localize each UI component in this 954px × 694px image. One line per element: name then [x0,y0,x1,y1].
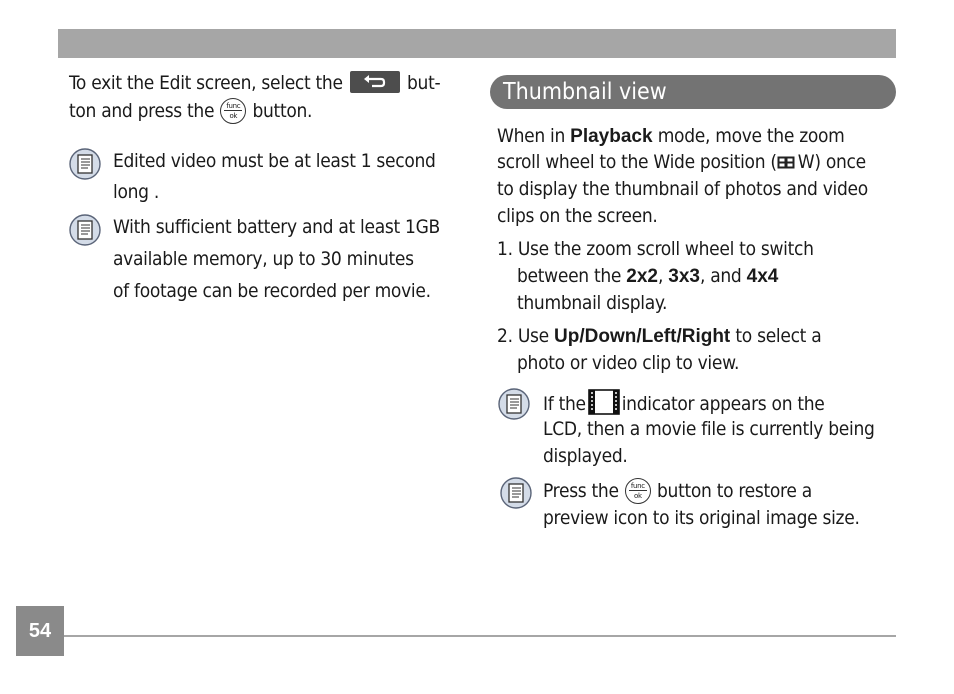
text: button. [252,100,313,122]
exit-instruction-line2 [69,98,312,125]
text: If the [543,393,586,415]
note1-line1: Edited video must be at least 1 second [113,150,436,172]
thumbnail-grid-icon [777,156,795,169]
step1-line1: 1. Use the zoom scroll wheel to switch [497,238,814,260]
note4-line1 [543,478,812,505]
text: between the [517,265,622,287]
text: 2. Use [497,325,549,347]
step1-line2 [517,263,778,290]
text: ton and press the [69,100,215,122]
direction-keys-label: Up/Down/Left/Right [554,326,731,347]
top-bar [58,29,896,58]
note2-line2: available memory, up to 30 minutes [113,248,414,270]
text: to select a [735,325,822,347]
note1-line2: long . [113,181,159,203]
grid-2x2-label: 2x2 [626,266,658,287]
exit-instruction-line1 [69,70,440,97]
func-ok-button-icon: func ok [220,98,246,124]
note-icon [500,477,532,509]
intro-line1 [497,123,845,150]
text: indicator appears on the [621,393,825,415]
text: Press the [543,480,619,502]
text: mode, move the zoom [657,125,845,147]
grid-4x4-label: 4x4 [746,266,779,287]
text: button to restore a [656,480,812,502]
playback-label: Playback [570,126,653,147]
text: When in [497,125,566,147]
text: W) once [797,151,866,173]
back-arrow-button-icon [350,71,400,93]
text: , and [699,265,742,287]
film-strip-icon [588,389,620,415]
note-icon [69,148,101,180]
grid-3x3-label: 3x3 [668,266,700,287]
section-title: Thumbnail view [490,75,896,109]
note3-line3: displayed. [543,445,628,467]
note4-line2: preview icon to its original image size. [543,507,860,529]
note2-line1: With sufficient battery and at least 1GB [113,216,440,238]
intro-line2 [497,149,866,176]
intro-line3: to display the thumbnail of photos and video [497,178,868,200]
note3-line2: LCD, then a movie file is currently being [543,418,875,440]
func-ok-button-icon: func ok [625,478,651,504]
text: scroll wheel to the Wide position ( [497,151,777,173]
step1-line3: thumbnail display. [517,292,668,314]
note-icon [69,214,101,246]
text: but- [406,72,441,94]
note2-line3: of footage can be recorded per movie. [113,280,431,302]
page-number: 54 [16,606,64,656]
text: To exit the Edit screen, select the [69,72,343,94]
intro-line4: clips on the screen. [497,205,658,227]
bottom-rule [64,635,896,637]
text: , [657,265,664,287]
step2-line1 [497,323,821,350]
step2-line2: photo or video clip to view. [517,352,740,374]
note3-line1 [543,389,825,418]
note-icon [498,388,530,420]
